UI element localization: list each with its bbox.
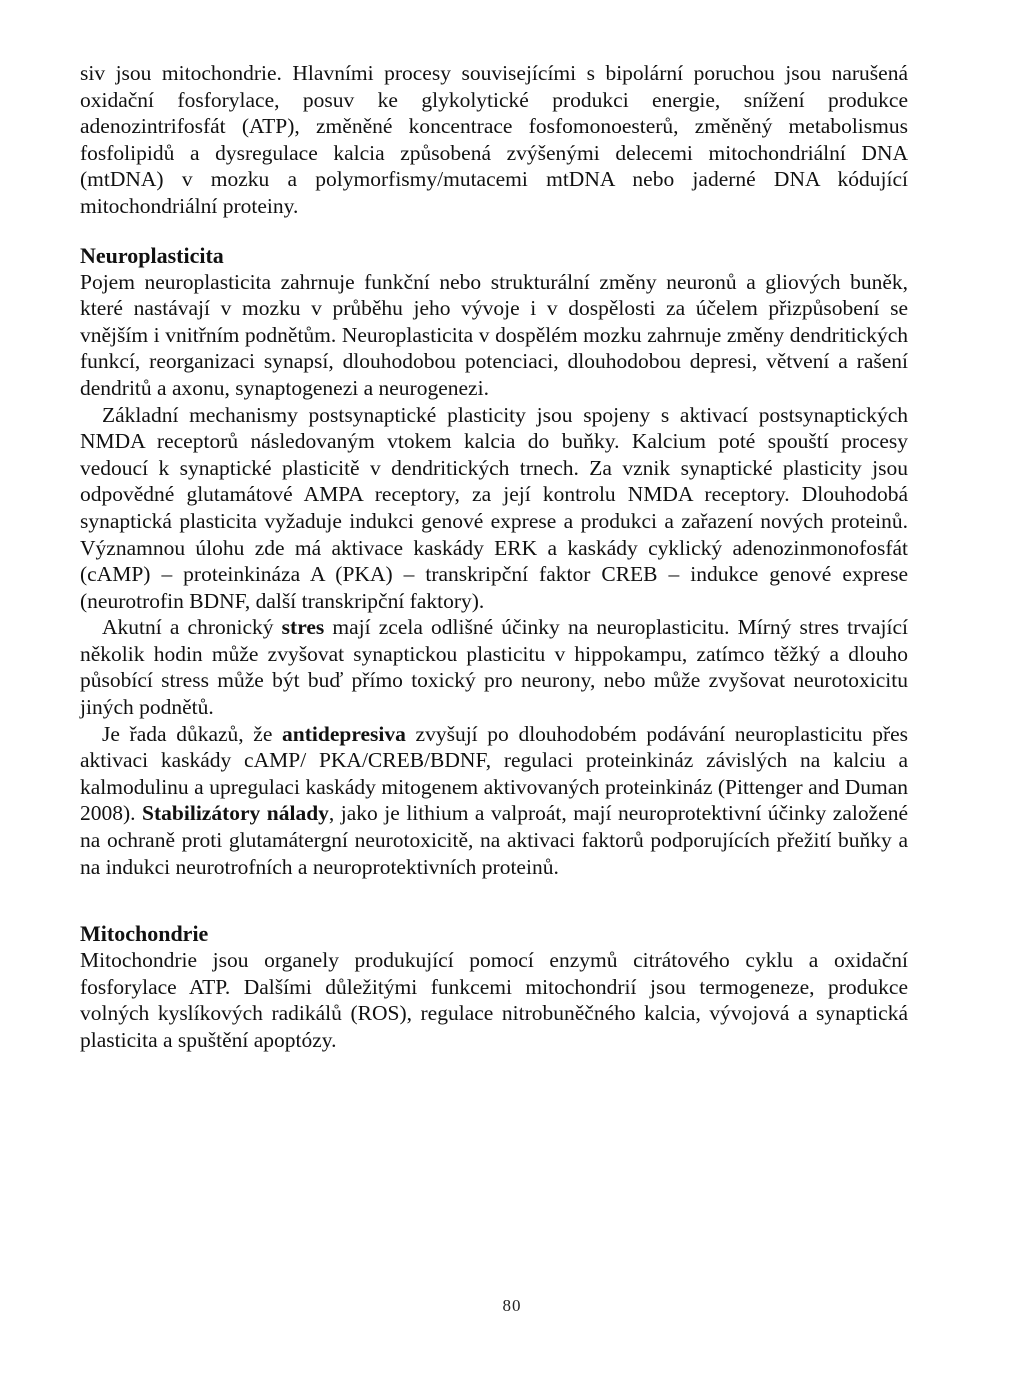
mitochondria-paragraph-1: Mitochondrie jsou organely produkující pomocí enzymů citrátového cyklu a oxidační fosforylace ATP. Dalšími důležitými funkcemi mitochondrií jsou termogeneze, produkce volných kyslíkových radikálů (ROS), regulace nitrobuněčného kalcia, vývojová a synaptická plasticita a spuštění apoptózy. bbox=[80, 948, 908, 1052]
neuroplasticity-paragraph-2: Základní mechanismy postsynaptické plasticity jsou spojeny s aktivací postsynaptických NMDA receptorů následovaným vtokem kalcia do buňky. Kalcium poté spouští procesy vedoucí k synaptické plasticitě v dendritických trnech. Za vznik synaptické plasticity jsou odpovědné glutamátové AMPA receptory, za její kontrolu NMDA receptory. Dlouhodobá synaptická plasticita vyžaduje indukci genové exprese a produkci a zařazení nových proteinů. Významnou úlohu zde má aktivace kaskády ERK a kaskády cyklický adenozinmonofosfát (cAMP) – proteinkináza A (PKA) – transkripční faktor CREB – indukce genové exprese (neurotrofin BDNF, další transkripční faktory). bbox=[80, 402, 908, 613]
section-heading-neuroplasticity: Neuroplasticita bbox=[80, 242, 224, 268]
antidepressants-text-middle: zvyšují po dlouhodobém podávání neuroplasticitu přes aktivaci kaskády cAMP/ PKA/CREB/BDNF, regulaci proteinkináz závislých na kalciu a kalmodulinu a upregulaci kaskády mitogenem aktivovaných proteinkináz (Pittenger and Duman 2008). bbox=[80, 721, 909, 826]
stress-text-after: mají zcela odlišné účinky na neuroplasticitu. Mírný stres trvající několik hodin může zvyšovat synaptickou plasticitu v hippokampu, zatímco těžký a dlouho působící stress může být buď přímo toxický pro neurony, nebo může zvyšovat neurotoxicitu jiných podnětů. bbox=[80, 615, 908, 720]
mood-stabilizers-text-after: , jako je lithium a valproát, mají neuroprotektivní účinky založené na ochraně proti glutamátergní neurotoxicitě, na aktivaci faktorů podporujících přežití buňky a na indukci neurotrofních a neuroprotektivních proteinů. bbox=[80, 801, 908, 879]
neuroplasticity-paragraph-4 bbox=[80, 721, 908, 881]
neuroplasticity-paragraph-1: Pojem neuroplasticita zahrnuje funkční nebo strukturální změny neuronů a gliových buněk, které nastávají v mozku v průběhu jeho vývoje i v dospělosti za účelem přizpůsobení se vnějším i vnitřním podnětům. Neuroplasticita v dospělém mozku zahrnuje změny dendritických funkcí, reorganizaci synapsí, dlouhodobou potenciaci, dlouhodobou depresi, větvení a rašení dendritů a axonu, synaptogenezi a neurogenezi. bbox=[80, 269, 908, 400]
page-body bbox=[80, 60, 908, 1054]
antidepressants-term: antidepresiva bbox=[282, 721, 406, 746]
neuroplasticity-paragraph-3 bbox=[80, 614, 908, 720]
antidepressants-text-before: Je řada důkazů, že bbox=[102, 721, 273, 746]
stress-text-before: Akutní a chronický bbox=[102, 615, 274, 640]
stress-term: stres bbox=[281, 615, 325, 640]
section-heading-mitochondria: Mitochondrie bbox=[80, 921, 209, 947]
page-number: 80 bbox=[502, 1296, 522, 1315]
intro-paragraph: siv jsou mitochondrie. Hlavními procesy souvisejícími s bipolární poruchou jsou narušená oxidační fosforylace, posuv ke glykolytické produkci energie, snížení produkce adenozintrifosfát (ATP), změněné koncentrace fosfomonoesterů, změněný metabolismus fosfolipidů a dysregulace kalcia způsobená zvýšenými delecemi mitochondriální DNA (mtDNA) v mozku a polymorfismy/mutacemi mtDNA nebo jaderné DNA kódující mitochondriální proteiny. bbox=[80, 61, 908, 218]
mood-stabilizers-term: Stabilizátory nálady bbox=[142, 801, 329, 826]
